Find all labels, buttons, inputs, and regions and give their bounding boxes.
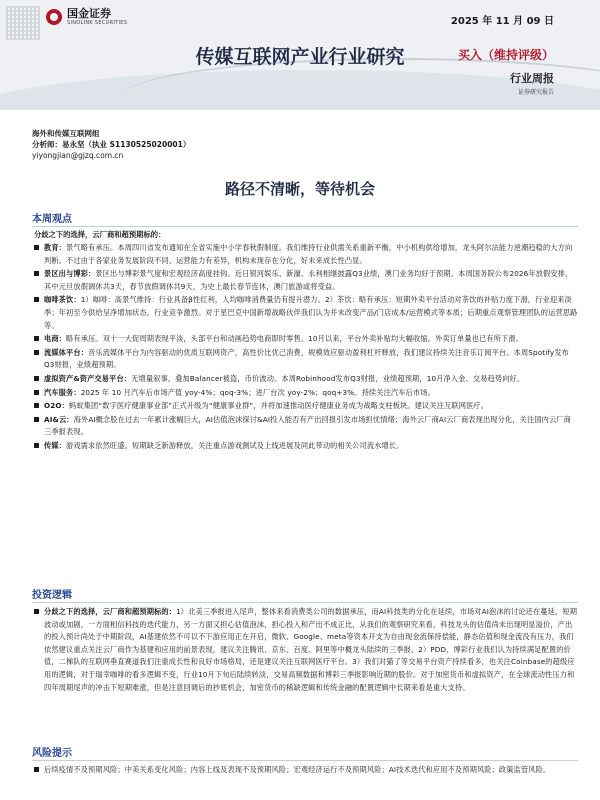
analyst-group: 海外和传媒互联网组 [32, 129, 100, 138]
analyst-info [32, 128, 190, 161]
bullet-key: 汽车服务： [44, 387, 81, 397]
bullet-key: O2O： [44, 401, 70, 411]
report-header [0, 0, 600, 110]
bullet-text: 1）咖啡：高景气维持：行业具备β性红利，人均咖啡消费量仍有提升潜力。2）茶饮：略有承压：短期外卖平台活动对茶饮的补贴力度下滑，行业迎来淡季；年初至今供给呈净增加状态，行业竞争激烈。对于星巴克中国新增战略伙伴我们认为并未改变产品/门店成本/运营模式等本质；后期重点观察管理团队的运营思路等。 [44, 295, 578, 330]
bullet-text: 1）北美三季报进入尾声，整体来看消费类公司的数据承压，而AI科技类的分化在延续，市场对AI泡沫的讨论还在蔓延，短期波动或加剧，一方面相信科技的迭代能力，另一方面又担心估值泡沫，担心投入和产出不成正比，从我们的观察研究来看，科技龙头的估值尚未出现明显溢价，产出的投入预计尚处于中期阶段，AI基建依然不可以不下游应用正在开启，微软、Google、meta等资本开支为自由现金流保持偿能，静态估值和现金流没有压力，我们依然建议重点关注云厂商作为基建和应用的前景表现，建议关注腾讯、京东、百度、阿里等中概龙头陆续的三季报。2）PDD、博彩行业我们认为持续满足配置的价值，二梯队的互联网垂直赛道我们注重成长性和良好市场格局，还是建议关注互联网医疗平台。3）我们对猫了等交易平台资产持续看多，也关注Coinbase的超级应用的逻辑，对于瑞幸咖啡的看多逻辑不变，行业10月下旬后陆续转淡，交易高频数据和博彩三季报影响近期的股价。对于加密货币和虚拟资产，在全球流动性压力和四年周期尾声的冲击下短期难涨，但是注意回调后的抄底机会，加密货币的稀缺逻辑和传统金融的配置逻辑中长期来看是重大支持。 [44, 607, 578, 692]
bullet-key: 流媒体平台： [44, 347, 89, 357]
section-heading: 本周观点 [32, 210, 578, 227]
qr-code-watermark [6, 6, 40, 40]
analyst-email[interactable]: yiyongjian@gjzq.com.cn [32, 151, 124, 160]
list-item [32, 373, 578, 386]
section-lead: 分歧之下的选择，云厂商和超预期标的： [34, 230, 166, 239]
list-item [32, 414, 578, 439]
bullet-text: 略有承压。双十一大促周期表现平淡，头部平台和动画趋势电商即时零售。10月以来，平台外卖补贴均大幅收缩，外卖订单量也已有所下滑。 [66, 334, 524, 344]
list-item [32, 400, 578, 413]
bullet-key: 分歧之下的选择，云厂商和超预期标的： [44, 607, 177, 616]
logo-circle-icon [46, 9, 62, 25]
bullet-key: 景区出与博彩： [44, 269, 96, 279]
report-subtype: 证券研究报告 [517, 89, 554, 96]
bullet-key: 传媒： [44, 440, 67, 450]
list-item [32, 242, 578, 267]
bullet-list [32, 242, 578, 453]
bullet-text: 后续疫情不及预期风险；中美关系变化风险；内容上线及表现不及预期风险；宏观经济运行不及预期风险；AI技术迭代和应用不及预期风险；政策监管风险。 [44, 765, 551, 774]
list-item [32, 440, 578, 453]
section-risk [32, 744, 578, 778]
report-title: 传媒互联网产业行业研究 [195, 46, 405, 68]
list-item [32, 268, 578, 293]
list-item [32, 294, 578, 332]
bullet-key: 电商： [44, 334, 67, 344]
section-investment-logic [32, 586, 578, 695]
section-heading: 投资逻辑 [32, 586, 578, 603]
report-date: 2025 年 11 月 09 日 [450, 16, 554, 27]
report-type: 行业周报 [510, 72, 554, 85]
bullet-key: 教育： [44, 243, 67, 252]
bullet-key: 咖啡茶饮： [44, 295, 81, 305]
bullet-text: 游戏需求依然旺盛，短期缺乏新游释放，关注重点游戏测试及上线进展及同此带动的相关公司流水增长。 [66, 440, 404, 450]
bullet-text: 蚂蚁集团“数字医疗健康事业部”正式升级为“健康事业群”，并将加速推动医疗健康业务成为战略支柱板块。建议关注互联网医疗。 [69, 401, 489, 411]
bullet-text: 海外AI概念股在过去一年累计涨幅巨大，AI估值泡沫探讨&AI投入能否有产出回报引发市场担忧情绪；海外云厂商AI云厂商表现出现分化，关注国内云厂商三季报表现。 [44, 414, 572, 437]
list-item [32, 333, 578, 346]
list-item [32, 347, 578, 372]
bullet-text: 景区出与博彩景气度和宏观经济高度挂钩。近日银河娱乐、新濠、永利相继披露Q3业绩，澳门业务均好于预期。本周国务院公布2026年放假安排，其中元旦放假调休共3天，春节放假调休共9天，为史上最长春节连休，澳门旅游或将受益。 [44, 269, 573, 291]
bullet-key: 虚拟资产&资产交易平台： [44, 373, 132, 383]
list-item [32, 606, 578, 694]
analyst-name: 分析师：易永坚（执业 S1130525020001） [32, 140, 191, 149]
bullet-text: 无增量叙事，叠加Balancer被盗，币价波动。本周Robinhood发布Q3财报，业绩超预期，10月净入金、交易趋势向好。 [131, 373, 525, 383]
list-item [32, 764, 578, 777]
bullet-text: 音乐流媒体平台为内容驱动的优质互联网资产，高性价比优己消费，规模效应驱动盈利杠杆释放，我们建议持续关注音乐订阅平台。本周Spotify发布Q3财报，业绩超预期。 [44, 347, 570, 370]
main-title: 路径不清晰，等待机会 [224, 180, 375, 198]
bullet-key: AI&云： [44, 414, 74, 424]
rating-badge: 买入（维持评级） [457, 48, 554, 62]
section-weekly-view [32, 210, 578, 454]
list-item [32, 387, 578, 400]
bullet-text: 景气略有承压。本周四川省发布通知在全省实施中小学春秋假制度。我们维持行业供需关系重新平衡，中小机构供给增加，龙头阿尔法能力逆潮趋稳的大方向判断。不过由于各家业务发展阶段不同、运营能力有差异，机构未现存在分化，好未来成长性凸显。 [44, 243, 573, 265]
bullet-text: 2025 年 10 月汽车后市场产值 yoy-4%；qoq-3%；进厂台次 yoy-2%；qoq+3%。持续关注汽车后市场。 [80, 387, 435, 397]
logo-name-en: SINOLINK SECURITIES [67, 20, 128, 26]
logo-name-cn: 国金证券 [67, 7, 111, 20]
section-heading: 风险提示 [32, 744, 578, 761]
company-logo [46, 8, 127, 26]
